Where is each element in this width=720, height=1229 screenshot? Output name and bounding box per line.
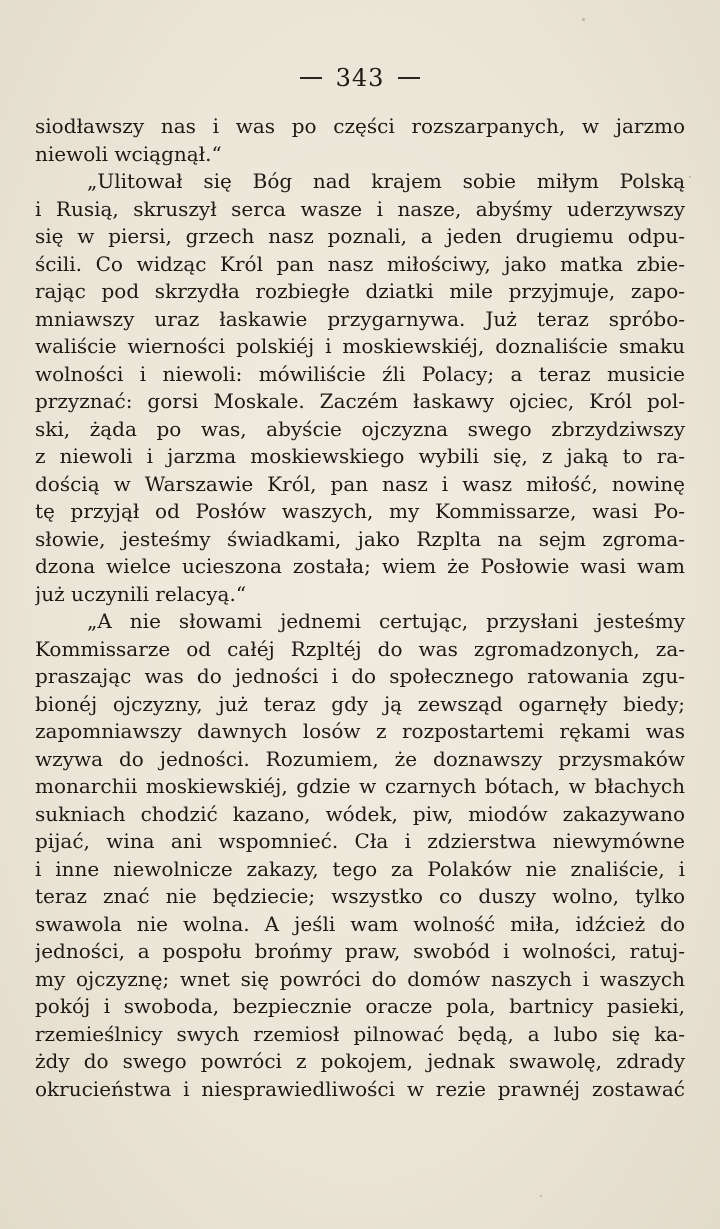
text-line: rając pod skrzydła rozbiegłe dziatki mile przyjmuje, zapo- [35,279,685,303]
text-line: praszając was do jedności i do społecznego ratowania zgu- [35,664,685,688]
text-line: jedności, a pospołu brońmy praw, swobód i wolności, ratuj- [35,939,685,963]
text-line: sukniach chodzić kazano, wódek, piw, miodów zakazywano [35,801,685,826]
paper-speck [582,18,585,21]
text-line: ski, żąda po was, abyście ojczyzna swego zbrzydziwszy [35,416,685,441]
text-line: niewoli wciągnął.“ [35,141,222,166]
text-line: ścili. Co widząc Król pan nasz miłościwy, jako matka zbie- [35,251,685,276]
text-line: i inne niewolnicze zakazy, tego za Polaków nie znaliście, i [35,856,685,881]
text-line: i Rusią, skruszył serca wasze i nasze, abyśmy uderzywszy [35,196,685,221]
text-line: dzona wielce ucieszona została; wiem że Posłowie wasi wam [35,554,685,578]
text-line: siodławszy nas i was po części rozszarpanych, w jarzmo [35,114,685,138]
text-line: dością w Warszawie Król, pan nasz i wasz miłość, nowinę [35,471,685,496]
header-dash-left [300,77,322,79]
text-line: zapomniawszy dawnych losów z rozpostartemi rękami was [35,719,685,743]
text-line: monarchii moskiewskiéj, gdzie w czarnych bótach, w błachych [35,774,685,798]
text-line: pijać, wina ani wspomnieć. Cła i zdzierstwa niewymówne [35,829,685,853]
body-text [35,113,685,1103]
text-line: już uczynili relacyą.“ [35,581,247,606]
text-line: „A nie słowami jednemi certując, przysłani jesteśmy [87,609,685,633]
text-line: Kommissarze od całéj Rzpltéj do was zgromadzonych, za- [35,636,685,661]
text-line: swawola nie wolna. A jeśli wam wolność miła, idźcież do [35,911,685,936]
paper-speck [689,176,691,178]
text-line: przyznać: gorsi Moskale. Zaczém łaskawy ojciec, Król pol- [35,389,685,413]
text-line: my ojczyznę; wnet się powróci do domów naszych i waszych [35,966,685,991]
text-line: waliście wierności polskiéj i moskiewskiéj, doznaliście smaku [35,334,685,358]
text-line: okrucieństwa i niesprawiedliwości w rezie prawnéj zostawać [35,1076,685,1101]
header-dash-right [398,77,420,79]
text-line: wzywa do jedności. Rozumiem, że doznawszy przysmaków [35,746,685,771]
text-line: pokój i swoboda, bezpiecznie oracze pola, bartnicy pasieki, [35,994,685,1018]
text-line: się w piersi, grzech nasz poznali, a jeden drugiemu odpu- [35,224,685,248]
text-line: wolności i niewoli: mówiliście źli Polacy; a teraz musicie [35,361,685,386]
text-line: bionéj ojczyzny, już teraz gdy ją zewsząd ogarnęły biedy; [35,691,685,716]
text-line: „Ulitował się Bóg nad krajem sobie miłym Polską [87,169,685,193]
text-line: teraz znać nie będziecie; wszystko co duszy wolno, tylko [35,884,685,908]
text-line: rzemieślnicy swych rzemiosł pilnować będą, a lubo się ka- [35,1021,685,1046]
text-line: z niewoli i jarzma moskiewskiego wybili się, z jaką to ra- [35,444,685,468]
text-line: mniawszy uraz łaskawie przygarnywa. Już teraz spróbo- [35,306,685,331]
text-line: słowie, jesteśmy świadkami, jako Rzplta na sejm zgroma- [35,526,685,551]
text-line: tę przyjął od Posłów waszych, my Kommissarze, wasi Po- [35,499,685,523]
text-line: żdy do swego powróci z pokojem, jednak swawolę, zdrady [35,1049,685,1073]
page-header [0,58,720,98]
paper-speck [540,1195,542,1197]
page-number: 343 [335,64,385,92]
